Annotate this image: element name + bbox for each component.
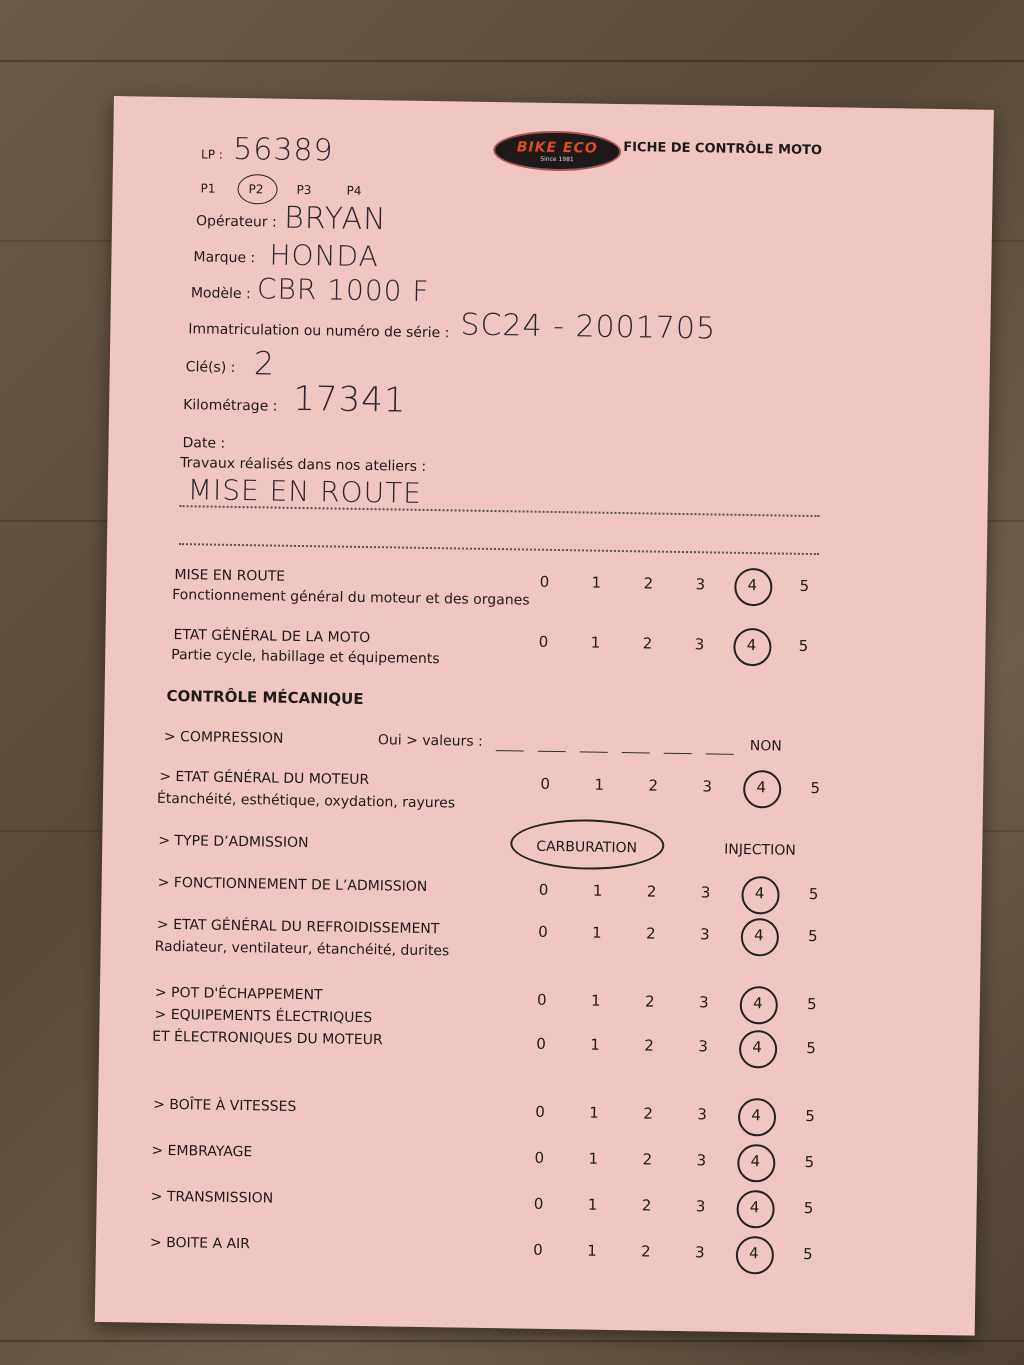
general-row-1-score-4[interactable]: 4 <box>746 636 757 655</box>
priority-selected-circle <box>237 174 277 205</box>
mech-row-4-selected-circle <box>739 1030 778 1069</box>
mech-row-5-score-4[interactable]: 4 <box>751 1106 761 1125</box>
mech-row-8-selected-circle <box>736 1236 775 1275</box>
mech-row-6-selected-circle <box>737 1144 776 1183</box>
mech-row-3-score-5[interactable]: 5 <box>806 994 817 1014</box>
mech-row-4-score-3[interactable]: 3 <box>698 1037 709 1056</box>
mech-row-2-score-2[interactable]: 2 <box>645 924 656 943</box>
km-value[interactable]: 17341 <box>292 378 407 421</box>
admission-carburation[interactable]: CARBURATION <box>536 838 638 857</box>
mech-row-title: > BOITE A AIR <box>149 1234 251 1253</box>
mech-row-2-score-3[interactable]: 3 <box>699 925 710 944</box>
mech-row-0-score-4[interactable]: 4 <box>756 778 767 797</box>
mech-row-8-score-2[interactable]: 2 <box>640 1242 651 1261</box>
mech-row-2-score-4[interactable]: 4 <box>753 926 764 945</box>
mech-row-4-score-4[interactable]: 4 <box>752 1038 763 1057</box>
mech-row-0-score-2[interactable]: 2 <box>648 776 659 795</box>
mech-row-5-score-1[interactable]: 1 <box>589 1103 599 1122</box>
mech-row-3-selected-circle <box>740 986 779 1025</box>
general-row-0-score-4[interactable]: 4 <box>747 576 758 595</box>
mech-row-7-score-4[interactable]: 4 <box>749 1198 760 1217</box>
mech-row-6-score-5[interactable]: 5 <box>804 1152 815 1172</box>
travaux-value[interactable]: MISE EN ROUTE <box>187 473 423 510</box>
mech-row-subtitle: Étanchéité, esthétique, oxydation, rayures <box>156 790 456 812</box>
mech-row-0-selected-circle <box>743 770 782 809</box>
priority-p3[interactable]: P3 <box>296 182 312 198</box>
general-row-1-selected-circle <box>733 628 772 667</box>
mech-row-2-score-1[interactable]: 1 <box>591 923 602 942</box>
date-label: Date : <box>182 435 226 452</box>
priority-row <box>114 96 994 110</box>
mech-row-7-score-0[interactable]: 0 <box>533 1194 544 1213</box>
general-row-1-score-5[interactable]: 5 <box>798 636 809 655</box>
compression-value-blank[interactable] <box>496 750 524 751</box>
mech-row-6-score-3[interactable]: 3 <box>696 1151 707 1170</box>
mech-row-1-score-1[interactable]: 1 <box>592 881 603 900</box>
general-row-1-score-3[interactable]: 3 <box>694 635 705 654</box>
km-label: Kilométrage : <box>183 397 278 415</box>
mech-row-title: > EMBRAYAGE <box>151 1142 253 1161</box>
mech-row-1-score-0[interactable]: 0 <box>538 880 549 899</box>
immat-label: Immatriculation ou numéro de série : <box>188 321 450 342</box>
mech-row-6-score-1[interactable]: 1 <box>588 1149 599 1168</box>
admission-injection[interactable]: INJECTION <box>724 841 796 859</box>
mech-row-0-score-0[interactable]: 0 <box>540 774 551 793</box>
mech-row-5-score-3[interactable]: 3 <box>697 1105 707 1124</box>
mech-row-5-score-0[interactable]: 0 <box>535 1102 546 1121</box>
mech-row-6-score-0[interactable]: 0 <box>534 1148 545 1167</box>
mech-row-6-score-4[interactable]: 4 <box>750 1152 761 1171</box>
mech-row-3-score-1[interactable]: 1 <box>590 991 601 1010</box>
cles-value[interactable]: 2 <box>253 344 276 383</box>
mech-row-4-score-2[interactable]: 2 <box>644 1036 655 1055</box>
marque-value[interactable]: HONDA <box>269 238 380 274</box>
mech-row-1-score-3[interactable]: 3 <box>700 883 711 902</box>
mech-row-8-score-4[interactable]: 4 <box>748 1244 759 1263</box>
general-row-0-score-1[interactable]: 1 <box>591 573 602 592</box>
logo-tagline: Since 1981 <box>540 155 574 163</box>
mech-row-5-selected-circle <box>738 1098 777 1137</box>
marque-label: Marque : <box>193 249 256 267</box>
mech-row-subtitle: Radiateur, ventilateur, étanchéité, durites <box>154 938 450 960</box>
compression-title: > COMPRESSION <box>163 728 284 747</box>
admission-title: > TYPE D’ADMISSION <box>158 832 309 852</box>
operateur-label: Opérateur : <box>195 213 277 231</box>
compression-value-blank[interactable] <box>580 751 608 752</box>
mech-row-1-score-4[interactable]: 4 <box>754 884 765 903</box>
general-row-0-score-5[interactable]: 5 <box>799 576 810 595</box>
mech-row-title: > FONCTIONNEMENT DE L’ADMISSION <box>157 874 428 896</box>
mech-row-8-score-1[interactable]: 1 <box>587 1241 597 1260</box>
general-row-1-score-0[interactable]: 0 <box>538 632 549 651</box>
travaux-label: Travaux réalisés dans nos ateliers : <box>180 455 427 475</box>
rating-rows <box>114 96 994 110</box>
mech-row-2-selected-circle <box>741 918 780 957</box>
general-row-1-score-1[interactable]: 1 <box>590 633 601 652</box>
general-row-subtitle: Fonctionnement général du moteur et des organes <box>172 586 530 609</box>
general-row-title: MISE EN ROUTE <box>174 567 286 585</box>
mech-row-7-score-3[interactable]: 3 <box>695 1197 706 1216</box>
mech-row-8-score-0[interactable]: 0 <box>533 1240 543 1259</box>
priority-p2[interactable]: P2 <box>248 182 264 197</box>
mech-row-title: > POT D'ÉCHAPPEMENT <box>154 984 323 1004</box>
mech-row-4-score-1[interactable]: 1 <box>590 1035 601 1054</box>
mech-row-1-score-2[interactable]: 2 <box>646 882 657 901</box>
general-row-0-score-0[interactable]: 0 <box>539 572 550 591</box>
mech-row-4-score-5[interactable]: 5 <box>806 1038 817 1058</box>
modele-value[interactable]: CBR 1000 F <box>256 272 430 308</box>
compression-value-blank[interactable] <box>706 753 734 754</box>
mech-row-7-score-2[interactable]: 2 <box>641 1196 652 1215</box>
logo-brand: BIKE ECO <box>516 138 598 157</box>
compression-values-label: Oui > valeurs : <box>377 732 483 750</box>
mech-row-title: > ETAT GÉNÉRAL DU MOTEUR <box>159 768 370 789</box>
form-sheet <box>95 96 994 1336</box>
mech-row-8-score-5[interactable]: 5 <box>802 1244 813 1264</box>
bike-eco-logo <box>493 130 622 172</box>
mech-row-4-score-0[interactable]: 0 <box>536 1034 547 1053</box>
admission-selected-circle <box>510 818 665 870</box>
general-row-subtitle: Partie cycle, habillage et équipements <box>171 646 440 668</box>
general-row-title: ETAT GÉNÉRAL DE LA MOTO <box>173 627 371 647</box>
mech-row-7-selected-circle <box>736 1190 775 1229</box>
lp-label: LP : <box>200 147 223 162</box>
mech-row-title: > EQUIPEMENTS ÉLECTRIQUES <box>154 1006 373 1027</box>
mech-row-0-score-5[interactable]: 5 <box>810 779 821 798</box>
mech-row-3-score-4[interactable]: 4 <box>752 994 763 1013</box>
general-row-0-score-3[interactable]: 3 <box>695 575 706 594</box>
priority-p1[interactable]: P1 <box>200 181 216 196</box>
lp-value[interactable]: 56389 <box>232 131 334 169</box>
mech-row-5-score-2[interactable]: 2 <box>643 1104 653 1123</box>
dotted-line-2 <box>179 543 819 555</box>
mech-row-3-score-2[interactable]: 2 <box>644 992 655 1011</box>
mech-row-1-selected-circle <box>741 876 780 915</box>
modele-label: Modèle : <box>190 285 251 303</box>
compression-value-blank[interactable] <box>664 753 692 754</box>
section-title: CONTRÔLE MÉCANIQUE <box>166 686 364 708</box>
compression-value-blank[interactable] <box>622 752 650 753</box>
mech-row-2-score-5[interactable]: 5 <box>807 927 818 946</box>
priority-p4[interactable]: P4 <box>346 183 362 198</box>
mech-row-0-score-3[interactable]: 3 <box>702 777 713 796</box>
general-row-0-selected-circle <box>734 568 773 607</box>
mech-row-title: > BOÎTE À VITESSES <box>153 1096 297 1115</box>
mech-row-7-score-1[interactable]: 1 <box>587 1195 598 1214</box>
mech-row-6-score-2[interactable]: 2 <box>642 1150 653 1169</box>
mech-row-7-score-5[interactable]: 5 <box>803 1198 814 1218</box>
mech-row-subtitle: ET ÉLECTRONIQUES DU MOTEUR <box>152 1028 383 1049</box>
immat-value[interactable]: SC24 - 2001705 <box>460 307 717 347</box>
compression-non[interactable]: NON <box>749 738 782 755</box>
mech-row-5-score-5[interactable]: 5 <box>805 1106 815 1126</box>
mech-row-8-score-3[interactable]: 3 <box>694 1243 705 1262</box>
mech-row-1-score-5[interactable]: 5 <box>808 885 819 904</box>
dotted-line-1 <box>180 505 820 517</box>
mech-row-title: > TRANSMISSION <box>150 1188 274 1207</box>
mech-row-2-score-0[interactable]: 0 <box>538 922 548 941</box>
mech-row-3-score-0[interactable]: 0 <box>536 990 547 1009</box>
form-title: FICHE DE CONTRÔLE MOTO <box>623 140 823 159</box>
general-row-0-score-2[interactable]: 2 <box>643 574 654 593</box>
compression-value-blank[interactable] <box>538 751 566 752</box>
mech-row-3-score-3[interactable]: 3 <box>698 993 709 1012</box>
general-row-1-score-2[interactable]: 2 <box>642 634 653 653</box>
cles-label: Clé(s) : <box>185 359 236 376</box>
mech-row-0-score-1[interactable]: 1 <box>594 775 605 794</box>
operateur-value[interactable]: BRYAN <box>283 200 387 238</box>
mech-row-title: > ETAT GÉNÉRAL DU REFROIDISSEMENT <box>156 916 440 938</box>
